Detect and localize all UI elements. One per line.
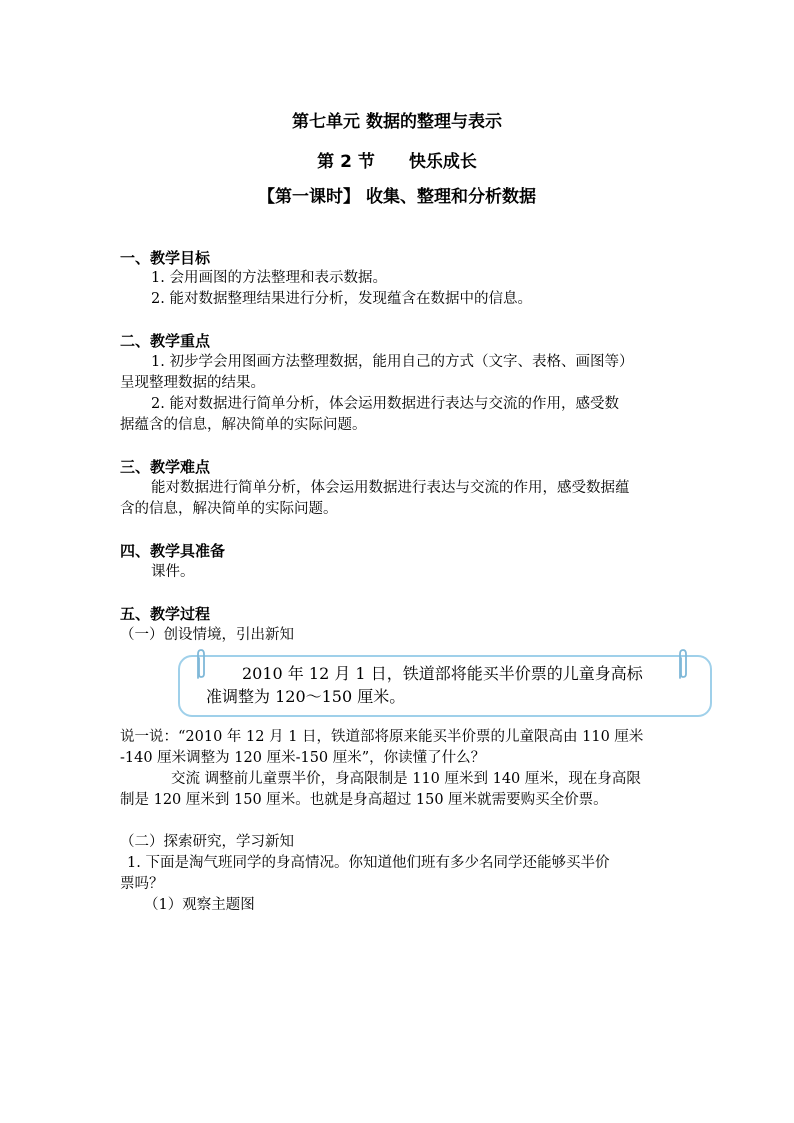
say-line2: -140 厘米调整为 120 厘米-150 厘米”，你读懂了什么？ <box>120 750 486 766</box>
question-1-sub: （1）观察主题图 <box>144 897 255 913</box>
unit-title: 第七单元 数据的整理与表示 <box>292 112 502 132</box>
note-box <box>178 655 712 717</box>
key-points-heading: 二、教学重点 <box>120 332 211 350</box>
materials-text: 课件。 <box>151 564 195 580</box>
note-line1: 2010 年 12 月 1 日，铁道部将能买半价票的儿童身高标 <box>242 664 643 683</box>
key-point-2-line1: 2. 能对数据进行简单分析，体会运用数据进行表达与交流的作用，感受数 <box>151 396 619 412</box>
process-heading: 五、教学过程 <box>120 605 211 623</box>
exchange-line1: 交流 调整前儿童票半价，身高限制是 110 厘米到 140 厘米，现在身高限 <box>171 771 641 787</box>
process-part1-title: （一）创设情境，引出新知 <box>120 627 294 643</box>
say-line1: 说一说：“2010 年 12 月 1 日，铁道部将原来能买半价票的儿童限高由 110 厘米 <box>120 729 644 745</box>
key-point-1-line1: 1. 初步学会用图画方法整理数据，能用自己的方式（文字、表格、画图等） <box>151 354 634 370</box>
exchange-line2: 制是 120 厘米到 150 厘米。也就是身高超过 150 厘米就需要购买全价票。 <box>120 792 608 808</box>
paperclip-icon <box>194 648 208 682</box>
paperclip-icon <box>676 648 690 682</box>
question-1-line2: 票吗？ <box>120 876 164 892</box>
goal-item-1: 1. 会用画图的方法整理和表示数据。 <box>151 270 387 286</box>
note-line2: 准调整为 120～150 厘米。 <box>206 687 406 706</box>
key-point-2-line2: 据蕴含的信息，解决简单的实际问题。 <box>120 417 367 433</box>
key-point-1-line2: 呈现整理数据的结果。 <box>120 375 265 391</box>
difficulties-line2: 含的信息，解决简单的实际问题。 <box>120 501 338 517</box>
difficulties-heading: 三、教学难点 <box>120 458 211 476</box>
materials-heading: 四、教学具准备 <box>120 542 226 560</box>
goals-heading: 一、教学目标 <box>120 249 211 267</box>
difficulties-line1: 能对数据进行简单分析，体会运用数据进行表达与交流的作用，感受数据蕴 <box>151 480 630 496</box>
lesson-title: 【第一课时】 收集、整理和分析数据 <box>258 187 536 207</box>
section-title: 第 2 节 快乐成长 <box>317 152 477 172</box>
goal-item-2: 2. 能对数据整理结果进行分析，发现蕴含在数据中的信息。 <box>151 291 532 307</box>
process-part2-title: （二）探索研究，学习新知 <box>120 834 294 850</box>
question-1-line1: 1. 下面是淘气班同学的身高情况。你知道他们班有多少名同学还能够买半价 <box>127 855 610 871</box>
